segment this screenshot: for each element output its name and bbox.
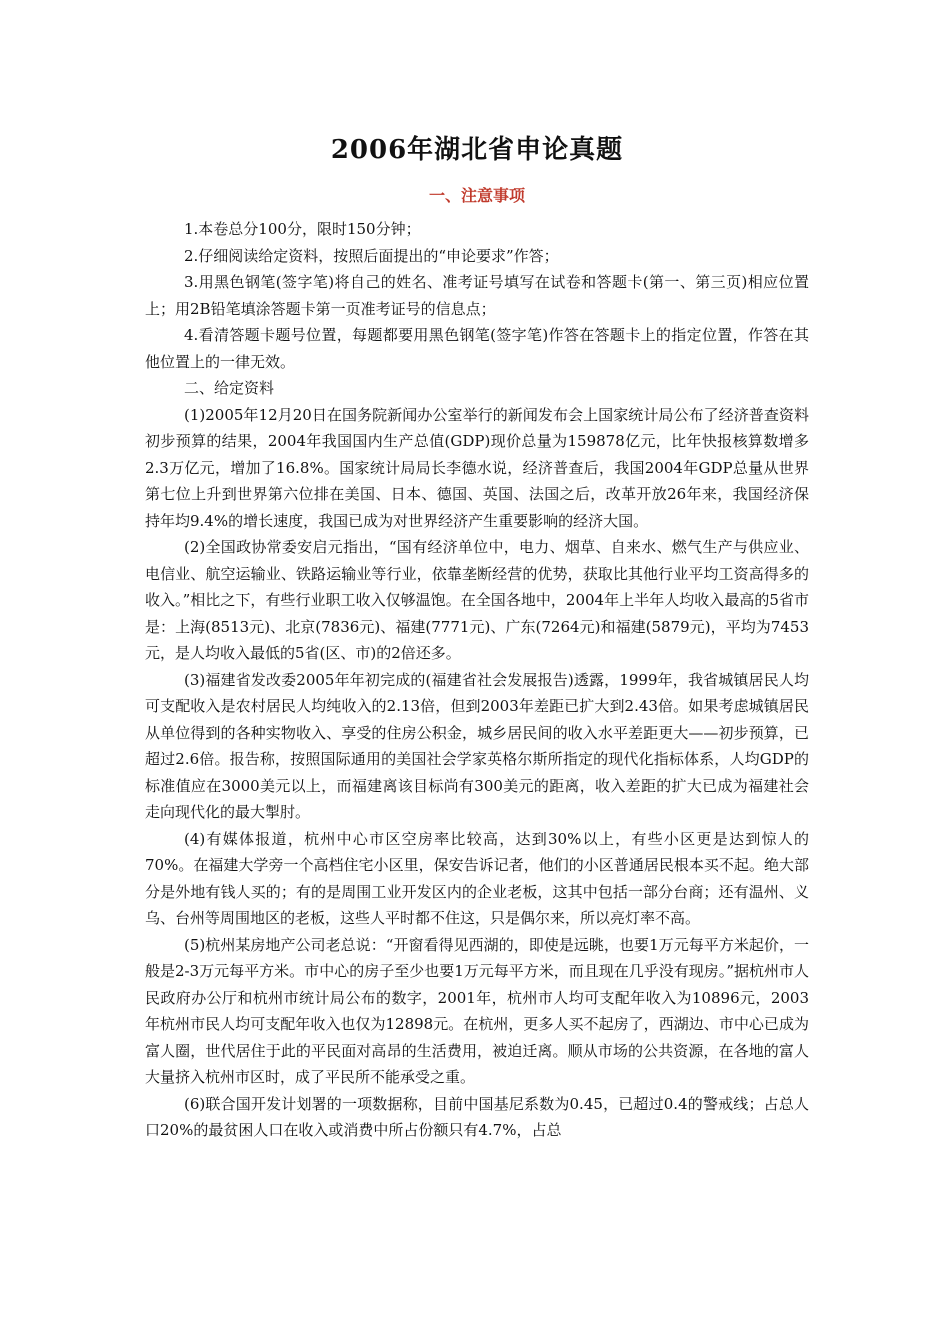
- notice-item: 1.本卷总分100分，限时150分钟；: [184, 220, 421, 238]
- document-title: 2006年湖北省申论真题: [330, 135, 624, 165]
- notice-item: 2.仔细阅读给定资料，按照后面提出的“申论要求”作答；: [184, 246, 559, 265]
- notice-heading: 一、注意事项: [428, 186, 525, 205]
- material-paragraph: (4)有媒体报道，杭州中心市区空房率比较高，达到30%以上，有些小区更是达到惊人的70%。在福建大学旁一个高档住宅小区里，保安告诉记者，他们的小区普通居民根本买不起。绝大部分是外地有钱人买的；有的是周围工业开发区内的企业老板，这其中包括一部分台商；还有温州、义乌、台州等周围地区的老板，这些人平时都不住这，只是偶尔来，所以亮灯率不高。: [145, 829, 809, 927]
- materials-heading: 二、给定资料: [184, 379, 275, 397]
- document-page: [145, 128, 809, 1144]
- notice-item: 3.用黑色钢笔(签字笔)将自己的姓名、准考证号填写在试卷和答题卡(第一、第三页)相应位置上；用2B铅笔填涂答题卡第一页准考证号的信息点；: [145, 273, 809, 318]
- material-paragraph: (2)全国政协常委安启元指出，“国有经济单位中，电力、烟草、自来水、燃气生产与供应业、电信业、航空运输业、铁路运输业等行业，依靠垄断经营的优势，获取比其他行业平均工资高得多的收入。”相比之下，有些行业职工收入仅够温饱。在全国各地中，2004年上半年人均收入最高的5省市是：上海(8513元)、北京(7836元)、福建(7771元)、广东(7264元)和福建(5879元)，平均为7453元，是人均收入最低的5省(区、市)的2倍还多。: [145, 538, 809, 662]
- material-paragraph: (3)福建省发改委2005年年初完成的(福建省社会发展报告)透露，1999年，我省城镇居民人均可支配收入是农村居民人均纯收入的2.13倍，但到2003年差距已扩大到2.43倍。如果考虑城镇居民从单位得到的各种实物收入、享受的住房公积金，城乡居民间的收入水平差距更大——初步预算，已超过2.6倍。报告称，按照国际通用的美国社会学家英格尔斯所指定的现代化指标体系，人均GDP的标准值应在3000美元以上，而福建离该目标尚有300美元的距离，收入差距的扩大已成为福建社会走向现代化的最大掣肘。: [145, 670, 809, 821]
- material-paragraph: (1)2005年12月20日在国务院新闻办公室举行的新闻发布会上国家统计局公布了经济普查资料初步预算的结果，2004年我国国内生产总值(GDP)现价总量为159878亿元，比年快报核算数增多2.3万亿元，增加了16.8%。国家统计局局长李德水说，经济普查后，我国2004年GDP总量从世界第七位上升到世界第六位排在美国、日本、德国、英国、法国之后，改革开放26年来，我国经济保持年均9.4%的增长速度，我国已成为对世界经济产生重要影响的经济大国。: [145, 405, 809, 530]
- notice-item: 4.看清答题卡题号位置，每题都要用黑色钢笔(签字笔)作答在答题卡上的指定位置，作答在其他位置上的一律无效。: [145, 326, 809, 371]
- material-paragraph: (5)杭州某房地产公司老总说：“开窗看得见西湖的，即使是远眺，也要1万元每平方米起价，一般是2-3万元每平方米。市中心的房子至少也要1万元每平方米，而且现在几乎没有现房。”据杭州市人民政府办公厅和杭州市统计局公布的数字，2001年，杭州市人均可支配年收入为10896元，2003年杭州市民人均可支配年收入也仅为12898元。在杭州，更多人买不起房了，西湖边、市中心已成为富人圈，世代居住于此的平民面对高昂的生活费用，被迫迁离。顺从市场的公共资源，在各地的富人大量挤入杭州市区时，成了平民所不能承受之重。: [145, 935, 809, 1086]
- material-paragraph: (6)联合国开发计划署的一项数据称，目前中国基尼系数为0.45，已超过0.4的警戒线；占总人口20%的最贫困人口在收入或消费中所占份额只有4.7%，占总: [145, 1094, 809, 1139]
